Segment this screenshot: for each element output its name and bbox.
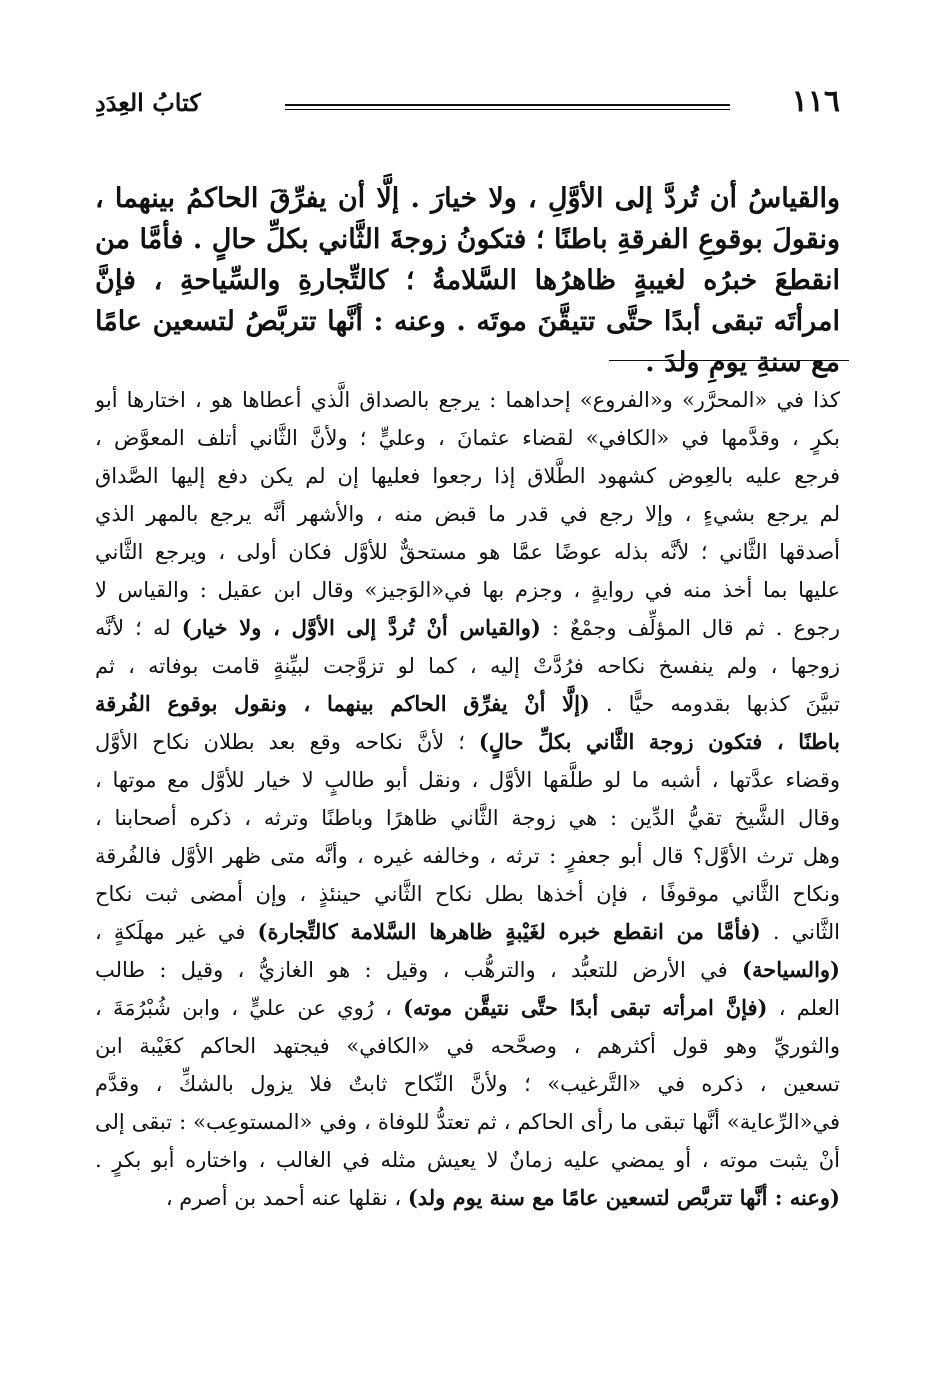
commentary-line: (وعنه : أنَّها تتربَّص لتسعين عامًا مع سنة يوم ولد) ، نقلها عنه أحمد بن أصرم ، — [165, 1185, 840, 1210]
main-paragraph: والقياسُ أن تُردَّ إلى الأوَّلِ ، ولا خيارَ . إلَّا أن يفرِّقَ الحاكمُ بينهما ، ونقولَ بوقوعِ الفرقةِ باطنًا ؛ فتكونُ زوجةَ الثَّاني بكلِّ حالٍ . فأمَّا من انقطعَ خبرُه لغيبةٍ ظاهرُها السَّلامةُ ؛ كالتِّجارةِ والسِّياحةِ ، فإنَّ امرأتَه تبقى أبدًا حتَّى تتيقَّنَ موتَه . وعنه : أنَّها تتربَّصُ لتسعين عامًا مع سنةِ يومِ ولدَ . — [95, 183, 840, 378]
commentary-line: زوجها ، ولم ينفسخ نكاحه فرُدَّتْ إليه ، كما لو تزوَّجت لبيِّنةٍ قامت بوفاته ، ثم — [95, 654, 840, 678]
commentary-line: أصدقها الثَّاني ؛ لأنَّه بذله عوضًا عمَّا هو مستحقٌّ للأوَّل فكان أولى ، ويرجع الثَّاني — [95, 540, 840, 564]
page-number: ١١٦ — [791, 84, 840, 119]
commentary-line: وهل ترث الأوَّل؟ قال أبو جعفرٍ : ترثه ، وخالفه غيره ، وأنَّه متى ظهر الأوَّل فالفُرقة — [95, 844, 840, 868]
footnote-rule — [609, 360, 849, 361]
commentary-line: في«الرِّعاية» أنَّها تبقى ما رأى الحاكم ، ثم تعتدُّ للوفاة ، وفي «المستوعِب» : تبقى إلى — [95, 1110, 840, 1134]
page-header — [95, 84, 840, 124]
commentary-line: وقضاء عدَّتها ، أشبه ما لو طلَّقها الأوَّل ، ونقل أبو طالبٍ لا خيار للأوَّل مع موتها ، — [95, 768, 840, 792]
quoted-matn: (فإنَّ امرأته تبقى أبدًا حتَّى نتيقَّن موته) — [403, 995, 768, 1020]
commentary-line: والثوريِّ وهو قول أكثرهم ، وصحَّحه في «الكافي» فيجتهد الحاكم كغَيْبة ابن — [95, 1034, 840, 1058]
quoted-matn: (فأمَّا من انقطع خبره لغَيْبةٍ ظاهرها السَّلامة كالتِّجارة) — [257, 919, 761, 944]
quoted-matn: (والقياس أنْ تُردَّ إلى الأوَّل ، ولا خيار) — [181, 615, 541, 640]
quoted-matn: (إلَّا أنْ يفرِّق الحاكم بينهما ، ونقول بوقوع الفُرقة — [95, 691, 590, 716]
commentary-line: لم يرجع بشيءٍ ، وإلا رجع في قدر ما قبض منه ، والأشهر أنَّه يرجع بالمهر الذي — [95, 502, 840, 526]
quoted-matn: (وعنه : أنَّها تتربَّص لتسعين عامًا مع سنة يوم ولد) — [407, 1185, 840, 1210]
quoted-matn: باطنًا ، فتكون زوجة الثَّاني بكلِّ حالٍ) — [478, 729, 840, 754]
commentary-line: كذا في «المحرَّر» و«الفروع» إحداهما : يرجع بالصداق الَّذي أعطاها هو ، اختارها أبو — [95, 388, 840, 412]
header-rule — [285, 104, 730, 106]
commentary-line: فرجع عليه بالعِوض كشهود الطَّلاق إذا رجعوا فعليها إن لم يكن دفع إليها الصَّداق — [95, 464, 840, 488]
commentary-line: ونكاح الثَّاني موقوفًا ، فإن أخذها بطل نكاح الثَّاني حينئذٍ ، وإن أمضى ثبت نكاح — [95, 882, 840, 906]
commentary-line: تبيَّنَ كذبها بقدومه حيًّا . (إلَّا أنْ يفرِّق الحاكم بينهما ، ونقول بوقوع الفُرقة — [95, 691, 840, 716]
commentary-line: الثَّاني . (فأمَّا من انقطع خبره لغَيْبةٍ ظاهرها السَّلامة كالتِّجارة) في غير مهلَكةٍ ، — [95, 919, 840, 944]
commentary-line: رجوع . ثم قال المؤلِّف وجمْعٌ : (والقياس أنْ تُردَّ إلى الأوَّل ، ولا خيار) له ؛ لأنَّه — [95, 615, 840, 640]
commentary-line: عليها بما أخذ منه في روايةٍ ، وجزم بها في«الوَجيز» وقال ابن عقيل : والقياس لا — [95, 578, 840, 602]
commentary-line: باطنًا ، فتكون زوجة الثَّاني بكلِّ حالٍ) ؛ لأنَّ نكاحه وقع بعد بطلان نكاح الأوَّل — [95, 729, 840, 754]
commentary — [95, 381, 840, 1217]
commentary-line: العلم ، (فإنَّ امرأته تبقى أبدًا حتَّى نتيقَّن موته) ، رُوي عن عليٍّ ، وابن شُبْرُمَةَ ، — [95, 995, 840, 1020]
quoted-matn: (والسياحة) — [742, 957, 840, 982]
commentary-line: بكرٍ ، وقدَّمها في «الكافي» لقضاء عثمانَ ، وعليٍّ ؛ ولأنَّ الثَّاني أتلف المعوَّض ، — [95, 426, 840, 450]
main-text — [95, 178, 840, 383]
commentary-line: وقال الشَّيخ تقيُّ الدِّين : هي زوجة الثَّاني ظاهرًا وباطنًا وترثه ، ذكره أصحابنا ، — [95, 806, 840, 830]
commentary-line: أنْ يثبت موته ، أو يمضي عليه زمانٌ لا يعيش مثله في الغالب ، واختاره أبو بكرٍ . — [95, 1148, 840, 1172]
commentary-line: تسعين ، ذكره في «التَّرغيب» ؛ ولأنَّ النِّكاح ثابتٌ فلا يزول بالشكِّ ، وقدَّم — [95, 1072, 840, 1096]
commentary-line: (والسياحة) في الأرض للتعبُّد ، والترهُّب ، وقيل : هو الغازيُّ ، وقيل : طالب — [95, 957, 840, 982]
running-title: كتابُ العِدَدِ — [95, 88, 201, 117]
